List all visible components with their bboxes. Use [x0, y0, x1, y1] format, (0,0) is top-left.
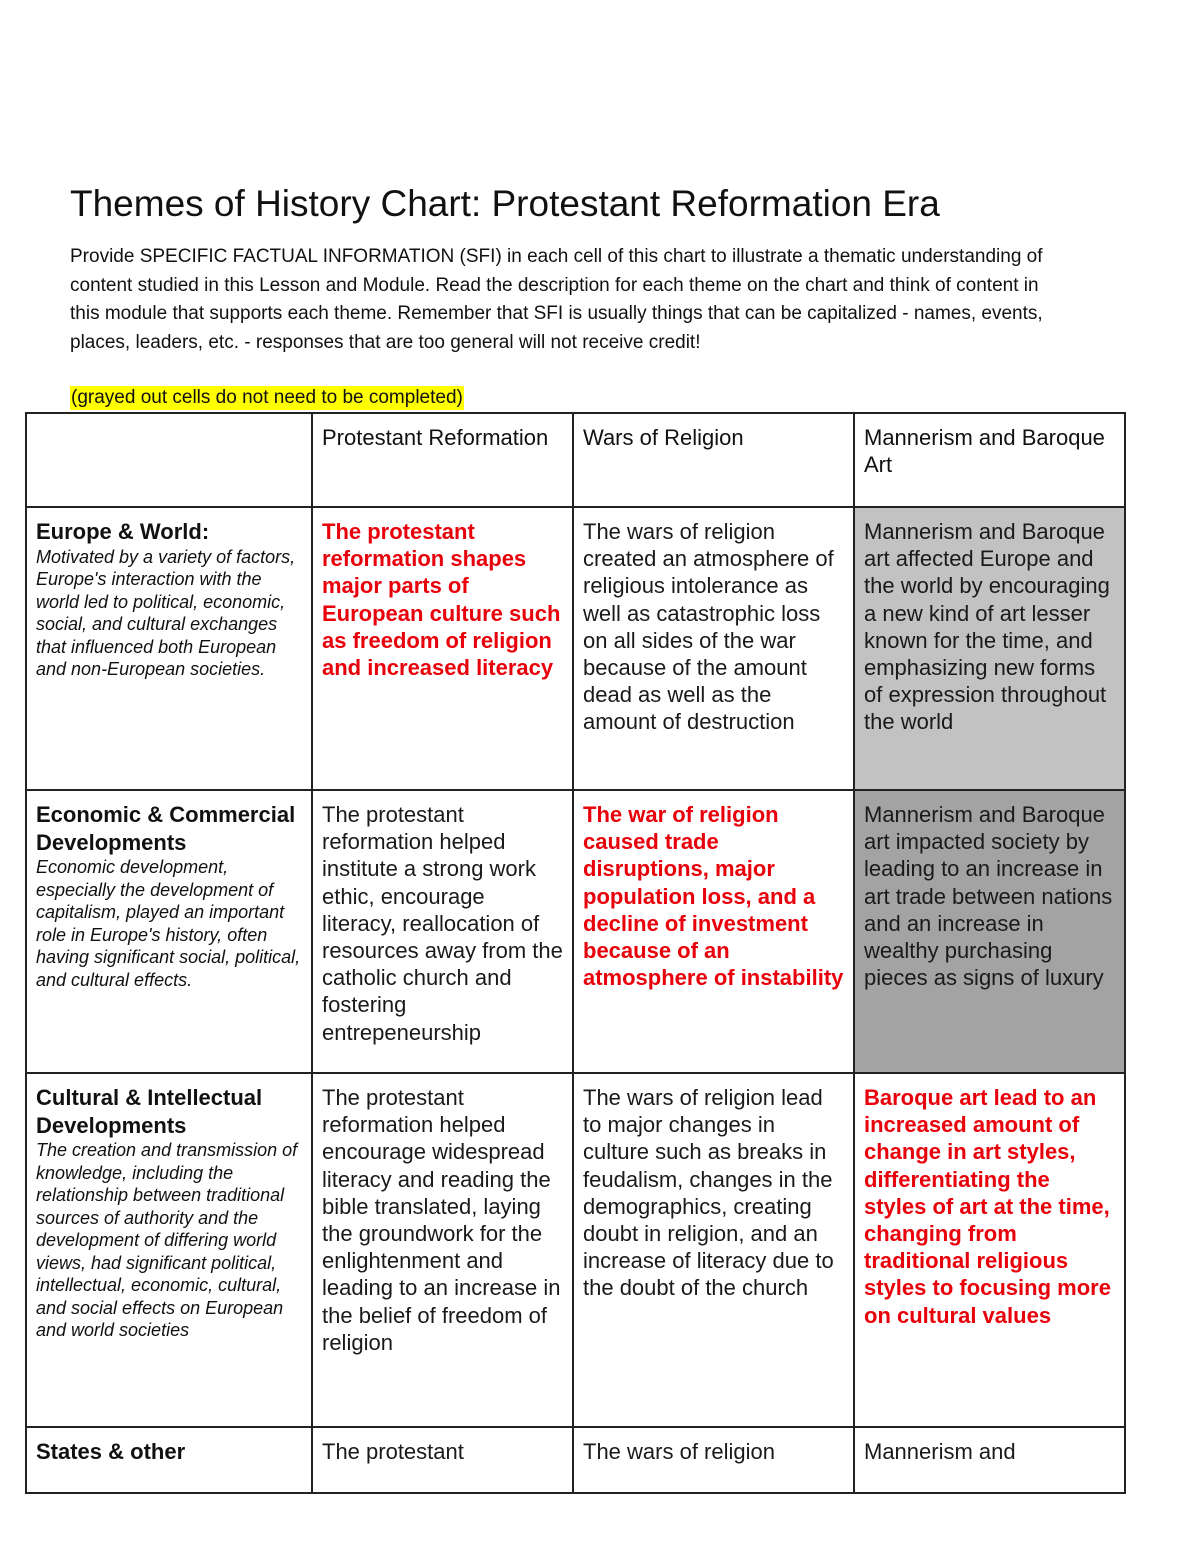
grayed-cells-note: (grayed out cells do not need to be completed)	[71, 387, 463, 408]
table-row-europe-world	[26, 507, 1125, 790]
column-header-protestant-reformation: Protestant Reformation	[312, 413, 573, 507]
answer-cell[interactable]: The wars of religion created an atmosphere of religious intolerance as well as catastrophic loss on all sides of the war because of the amount dead as well as the amount of destruction	[573, 507, 854, 790]
theme-description: The creation and transmission of knowledge, including the relationship between traditional sources of authority and the development of differing world views, had significant political, intellectual, economic, cultural, and social effects on European and world societies	[36, 1140, 298, 1340]
column-header-mannerism-baroque: Mannerism and Baroque Art	[854, 413, 1125, 507]
table-row-economic-commercial	[26, 790, 1125, 1073]
themes-chart-table	[25, 412, 1126, 1494]
answer-cell[interactable]: The protestant	[312, 1427, 573, 1493]
grayed-answer-cell[interactable]: Mannerism and Baroque art impacted society by leading to an increase in art trade between nations and an increase in wealthy purchasing pieces as signs of luxury	[854, 790, 1125, 1073]
answer-cell[interactable]: The protestant reformation shapes major parts of European culture such as freedom of religion and increased literacy	[312, 507, 573, 790]
answer-cell[interactable]: The protestant reformation helped encourage widespread literacy and reading the bible translated, laying the groundwork for the enlightenment and leading to an increase in the belief of freedom of religion	[312, 1073, 573, 1427]
theme-title: Economic & Commercial Developments	[36, 802, 296, 855]
instructions-paragraph: Provide SPECIFIC FACTUAL INFORMATION (SFI) in each cell of this chart to illustrate a thematic understanding of content studied in this Lesson and Module. Read the description for each theme on the chart and think of content in this module that supports each theme. Remember that SFI is usually things that can be capitalized - names, events, places, leaders, etc. - responses that are too general will not receive credit!	[70, 246, 1043, 353]
page-title: Themes of History Chart: Protestant Reformation Era	[70, 183, 940, 224]
column-header-wars-of-religion: Wars of Religion	[573, 413, 854, 507]
theme-cell	[26, 1427, 312, 1493]
answer-cell[interactable]: The protestant reformation helped institute a strong work ethic, encourage literacy, reallocation of resources away from the catholic church and fostering entrepeneurship	[312, 790, 573, 1073]
theme-cell	[26, 790, 312, 1073]
answer-cell[interactable]: The wars of religion lead to major changes in culture such as breaks in feudalism, changes in the demographics, creating doubt in religion, and an increase of literacy due to the doubt of the church	[573, 1073, 854, 1427]
table-row-states	[26, 1427, 1125, 1493]
theme-title: Cultural & Intellectual Developments	[36, 1085, 263, 1138]
answer-cell[interactable]: Baroque art lead to an increased amount of change in art styles, differentiating the styles of art at the time, changing from traditional religious styles to focusing more on cultural values	[854, 1073, 1125, 1427]
theme-title: Europe & World:	[36, 519, 210, 544]
header-corner-cell	[26, 413, 312, 507]
table-row-cultural-intellectual	[26, 1073, 1125, 1427]
theme-cell	[26, 1073, 312, 1427]
theme-description: Motivated by a variety of factors, Europe's interaction with the world led to political, economic, social, and cultural exchanges that influenced both European and non-European societies.	[36, 546, 296, 679]
table-header-row	[26, 413, 1125, 507]
theme-title: States & other	[36, 1439, 186, 1464]
answer-cell[interactable]: Mannerism and	[854, 1427, 1125, 1493]
theme-cell	[26, 507, 312, 790]
grayed-answer-cell[interactable]: Mannerism and Baroque art affected Europe and the world by encouraging a new kind of art lesser known for the time, and emphasizing new forms of expression throughout the world	[854, 507, 1125, 790]
theme-description: Economic development, especially the development of capitalism, played an important role in Europe's history, often having significant social, political, and cultural effects.	[36, 857, 301, 990]
answer-cell[interactable]: The wars of religion	[573, 1427, 854, 1493]
answer-cell[interactable]: The war of religion caused trade disruptions, major population loss, and a decline of investment because of an atmosphere of instability	[573, 790, 854, 1073]
